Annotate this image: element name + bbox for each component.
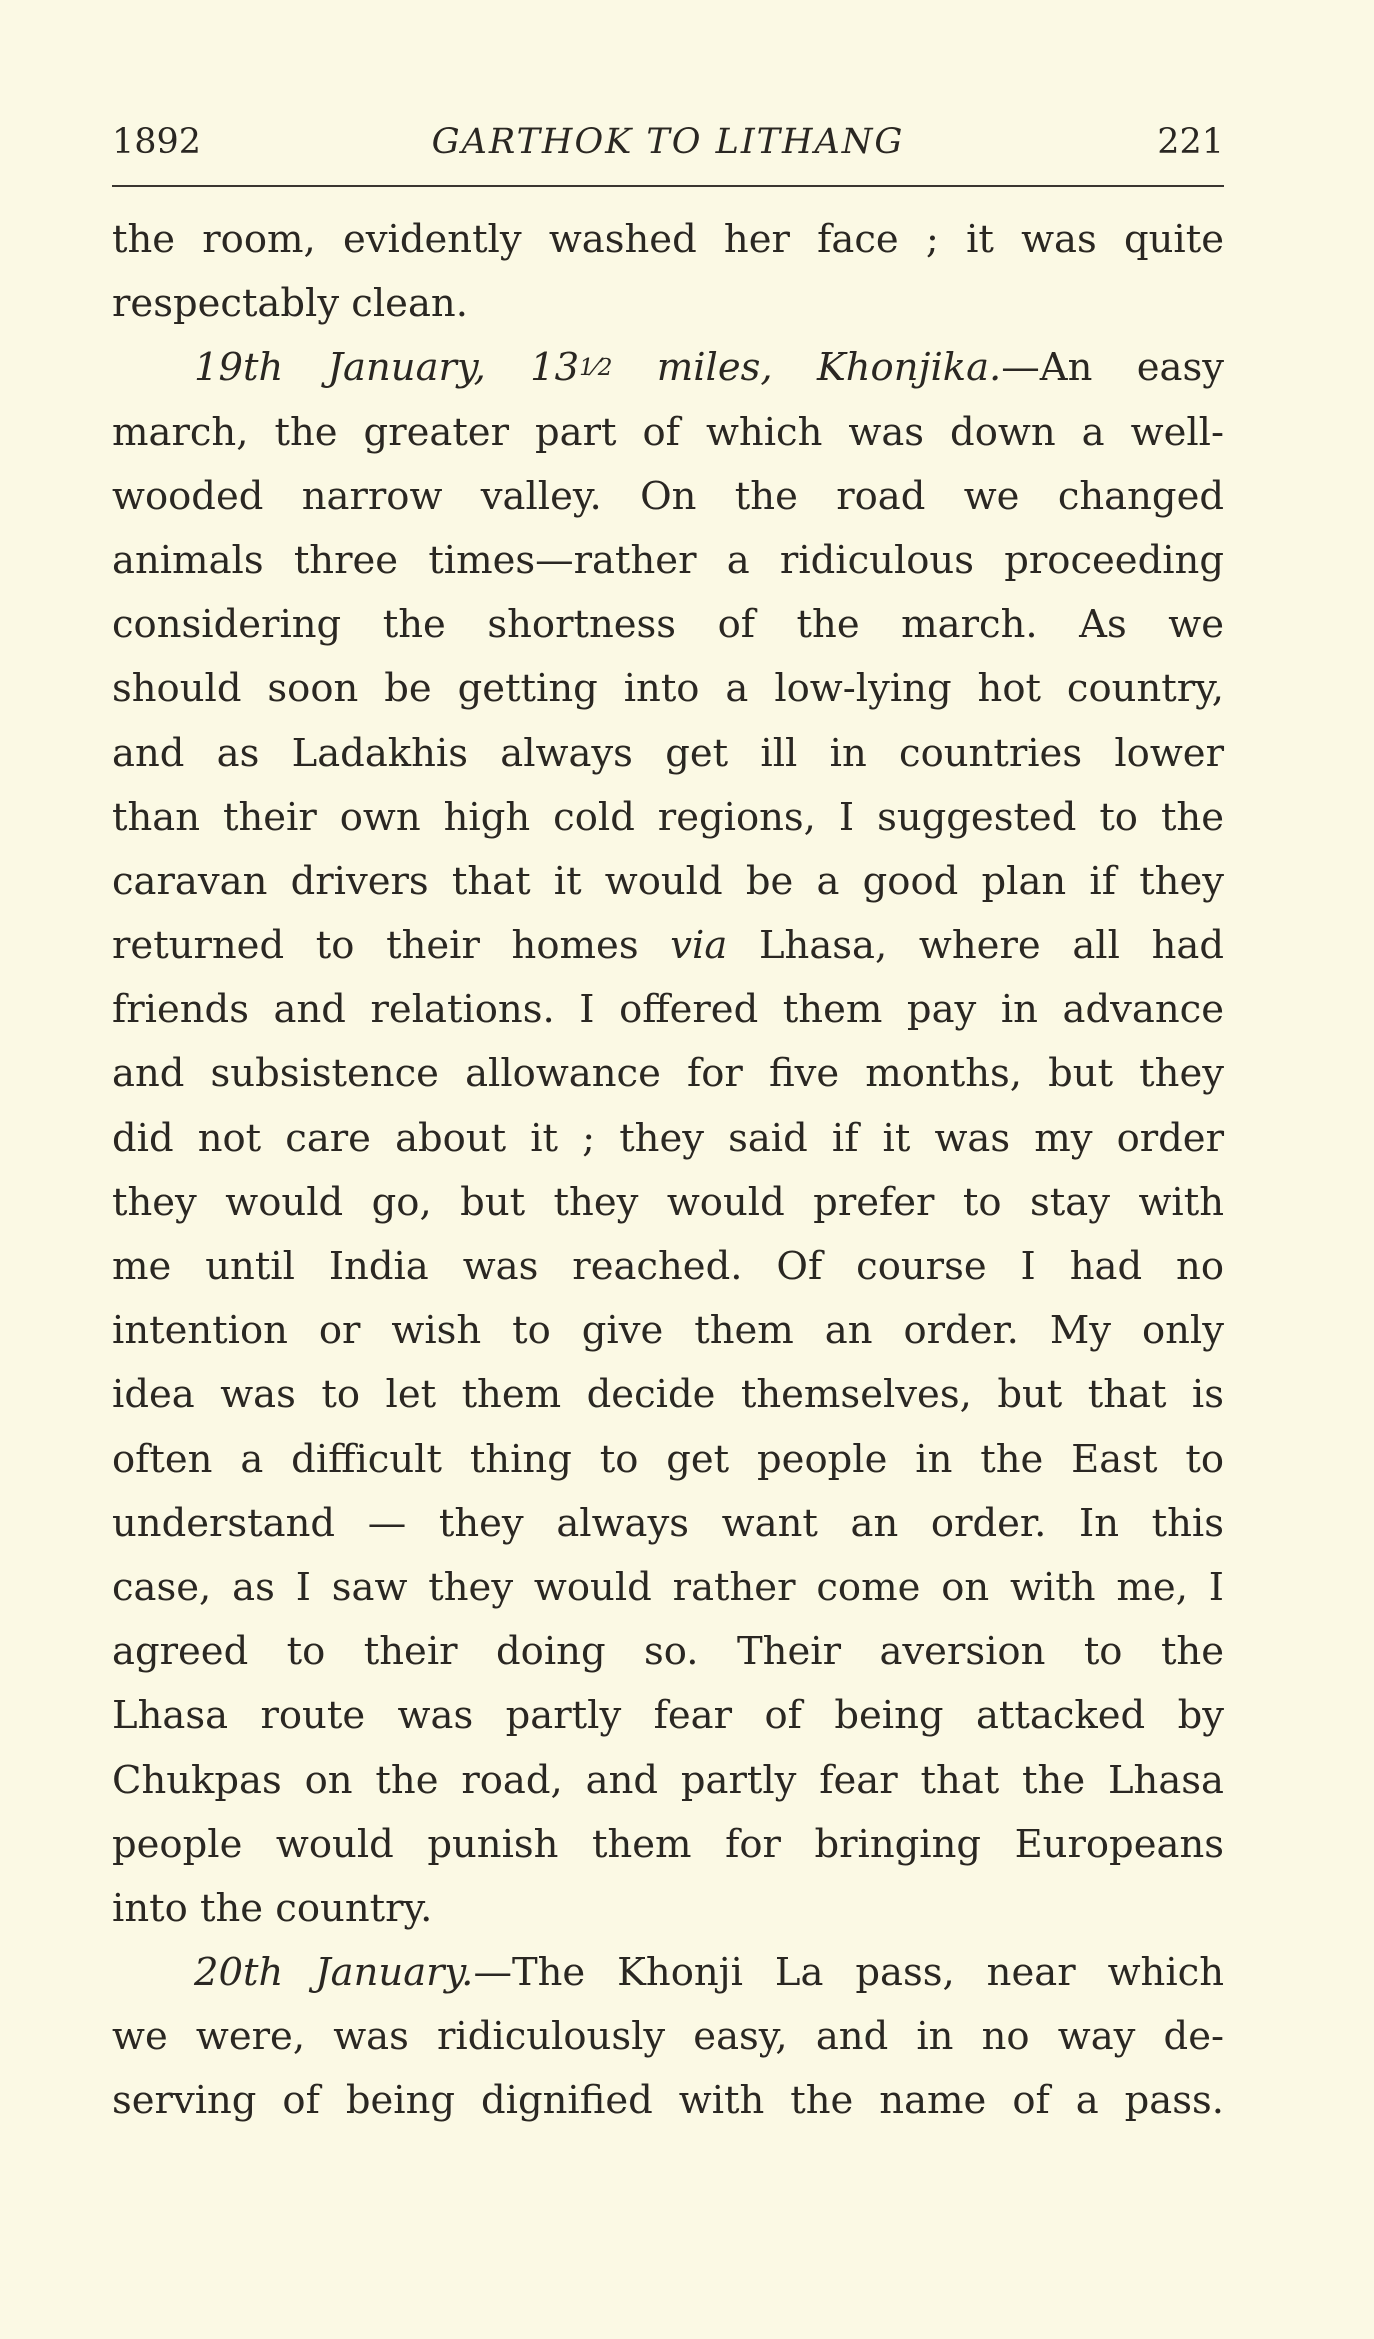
text-line: should soon be getting into a low-lying hot country, xyxy=(112,666,1224,712)
entry-line-jan-20 xyxy=(112,1941,1224,2005)
italic-word: via xyxy=(670,923,728,969)
text-line: Chukpas on the road, and partly fear that the Lhasa xyxy=(112,1757,1224,1803)
entry-line-jan-19 xyxy=(112,336,1224,400)
text-line: we were, was ridiculously easy, and in no way de- xyxy=(112,2014,1224,2060)
text-line: often a difficult thing to get people in the East to xyxy=(112,1436,1224,1482)
text-line: Lhasa route was partly fear of being attacked by xyxy=(112,1693,1224,1739)
text-line: understand — they always want an order. In this xyxy=(112,1500,1224,1546)
text-line: me until India was reached. Of course I had no xyxy=(112,1244,1224,1289)
text-line: serving of being dignified with the name of a pass. xyxy=(112,2078,1224,2124)
text-line: people would punish them for bringing Europeans xyxy=(112,1821,1224,1867)
text-line: intention or wish to give them an order. My only xyxy=(112,1308,1224,1354)
text-line: into the country. xyxy=(112,1885,433,1931)
text-line: than their own high cold regions, I suggested to the xyxy=(112,794,1224,840)
text-line: did not care about it ; they said if it was my order xyxy=(112,1115,1224,1161)
text-line: wooded narrow valley. On the road we changed xyxy=(112,473,1224,519)
entry-text: —An easy xyxy=(1001,345,1224,391)
body-text xyxy=(112,208,1224,2134)
text-line: considering the shortness of the march. As we xyxy=(112,602,1224,648)
header-year: 1892 xyxy=(112,122,202,162)
entry-place: miles, Khonjika. xyxy=(612,345,1002,391)
text-line: idea was to let them decide themselves, but that is xyxy=(112,1372,1224,1418)
text-line: respectably clean. xyxy=(112,281,468,327)
running-head xyxy=(112,112,1224,172)
entry-date: 19th January, 13 xyxy=(194,345,580,391)
text-line: and as Ladakhis always get ill in countries lower xyxy=(112,730,1224,776)
text-line: friends and relations. I offered them pay in advance xyxy=(112,987,1224,1033)
text-segment: Lhasa, where all had xyxy=(727,923,1224,969)
page-number: 221 xyxy=(1157,122,1224,162)
header-rule xyxy=(112,185,1224,187)
text-line xyxy=(112,914,1224,978)
text-line: animals three times—rather a ridiculous proceeding xyxy=(112,537,1224,583)
text-line: the room, evidently washed her face ; it was quite xyxy=(112,217,1224,262)
text-line: caravan drivers that it would be a good plan if they xyxy=(112,858,1224,904)
entry-text: —The Khonji La pass, near which xyxy=(473,1950,1224,1996)
text-line: march, the greater part of which was down a well- xyxy=(112,409,1224,455)
text-line: they would go, but they would prefer to stay with xyxy=(112,1179,1224,1225)
text-line: and subsistence allowance for five months, but they xyxy=(112,1051,1224,1097)
header-title: GARTHOK TO LITHANG xyxy=(431,122,905,162)
fraction: 1⁄2 xyxy=(579,354,613,381)
text-segment: returned to their homes xyxy=(112,923,671,969)
entry-date: 20th January. xyxy=(194,1950,474,1996)
text-line: case, as I saw they would rather come on with me, I xyxy=(112,1564,1224,1610)
text-line: agreed to their doing so. Their aversion to the xyxy=(112,1629,1224,1675)
